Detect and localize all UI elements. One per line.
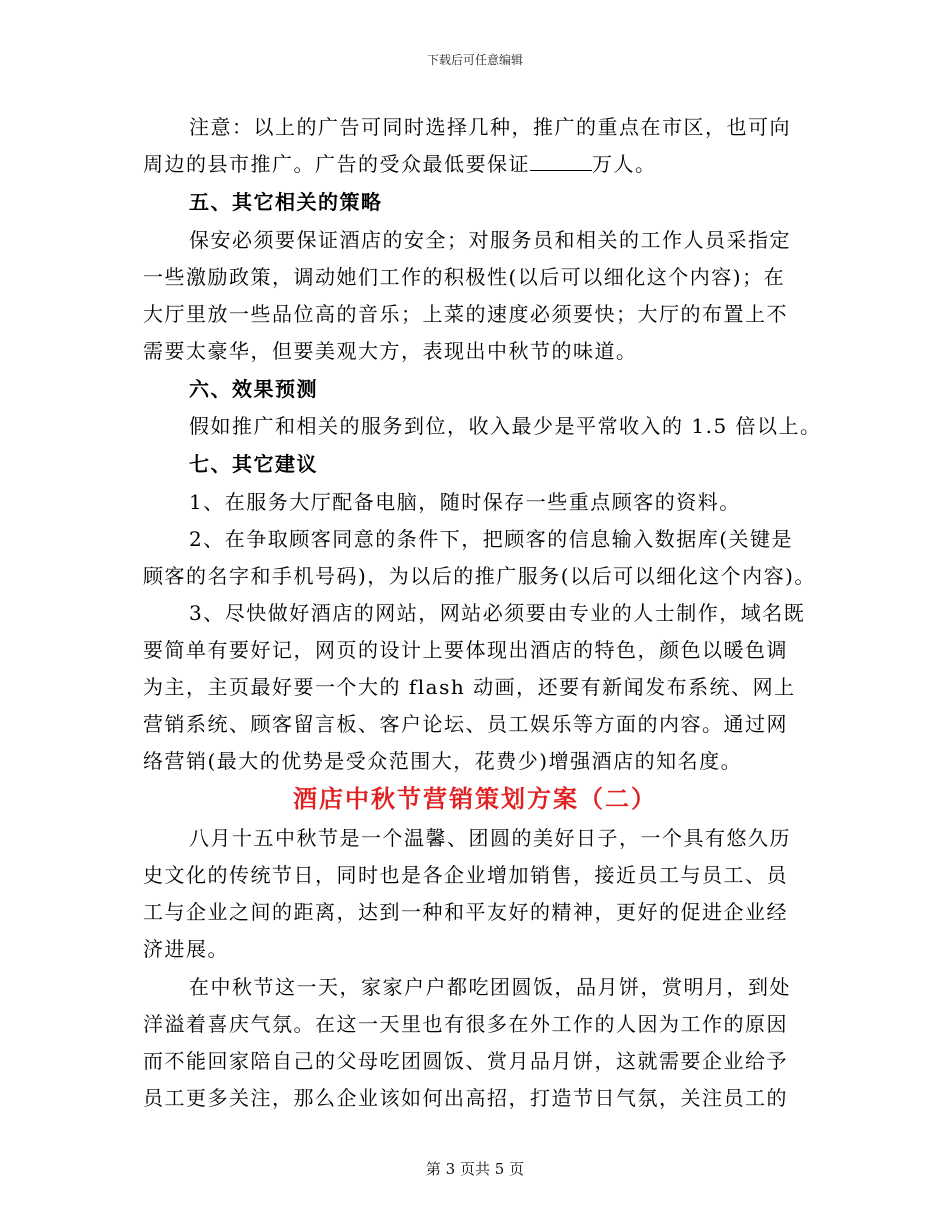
paragraph-line: 注意：以上的广告可同时选择几种，推广的重点在市区，也可向 [189, 115, 791, 139]
paragraph-line: 工与企业之间的距离，达到一种和平友好的精神，更好的促进企业经 [143, 900, 788, 924]
section-heading: 五、其它相关的策略 [189, 190, 383, 214]
paragraph-line: 大厅里放一些品位高的音乐；上菜的速度必须要快；大厅的布置上不 [143, 302, 788, 326]
paragraph-line: 周边的县市推广。广告的受众最低要保证 万人。 [143, 152, 657, 176]
paragraph-line: 需要太豪华，但要美观大方，表现出中秋节的味道。 [143, 339, 638, 363]
paragraph-line: 一些激励政策，调动她们工作的积极性(以后可以细化这个内容)；在 [143, 265, 786, 289]
fill-in-blank [530, 152, 592, 171]
paragraph-line: 顾客的名字和手机号码)，为以后的推广服务(以后可以细化这个内容)。 [143, 564, 816, 588]
paragraph-line: 为主，主页最好要一个大的 flash 动画，还要有新闻发布系统、网上 [143, 675, 796, 699]
list-item: 1、在服务大厅配备电脑，随时保存一些重点顾客的资料。 [189, 490, 741, 514]
paragraph-line: 八月十五中秋节是一个温馨、团圆的美好日子，一个具有悠久历 [189, 826, 791, 850]
header-note: 下载后可任意编辑 [426, 53, 523, 67]
list-item: 2、在争取顾客同意的条件下，把顾客的信息输入数据库(关键是 [189, 527, 794, 551]
paragraph-line: 要简单有要好记，网页的设计上要体现出酒店的特色，颜色以暖色调 [143, 638, 788, 662]
paragraph-line: 洋溢着喜庆气氛。在这一天里也有很多在外工作的人因为工作的原因 [143, 1012, 788, 1036]
paragraph-line: 员工更多关注，那么企业该如何出高招，打造节日气氛，关注员工的 [143, 1086, 788, 1110]
section-heading: 七、其它建议 [189, 452, 318, 476]
section-title: 酒店中秋节营销策划方案（二） [293, 785, 657, 813]
paragraph-line: 络营销(最大的优势是受众范围大，花费少)增强酒店的知名度。 [143, 749, 743, 773]
paragraph-line: 济进展。 [143, 937, 229, 961]
list-item: 3、尽快做好酒店的网站，网站必须要由专业的人士制作，域名既 [189, 601, 806, 625]
page-number: 第 3 页共 5 页 [425, 1160, 525, 1178]
paragraph-line: 而不能回家陪自己的父母吃团圆饭、赏月品月饼，这就需要企业给予 [143, 1049, 788, 1073]
paragraph-line: 假如推广和相关的服务到位，收入最少是平常收入的 1.5 倍以上。 [189, 414, 822, 438]
paragraph-line: 在中秋节这一天，家家户户都吃团圆饭，品月饼，赏明月，到处 [189, 975, 791, 999]
section-heading: 六、效果预测 [189, 377, 318, 401]
paragraph-line: 保安必须要保证酒店的安全；对服务员和相关的工作人员采指定 [189, 228, 791, 252]
paragraph-line: 史文化的传统节日，同时也是各企业增加销售，接近员工与员工、员 [143, 863, 788, 887]
paragraph-line: 营销系统、顾客留言板、客户论坛、员工娱乐等方面的内容。通过网 [143, 712, 788, 736]
